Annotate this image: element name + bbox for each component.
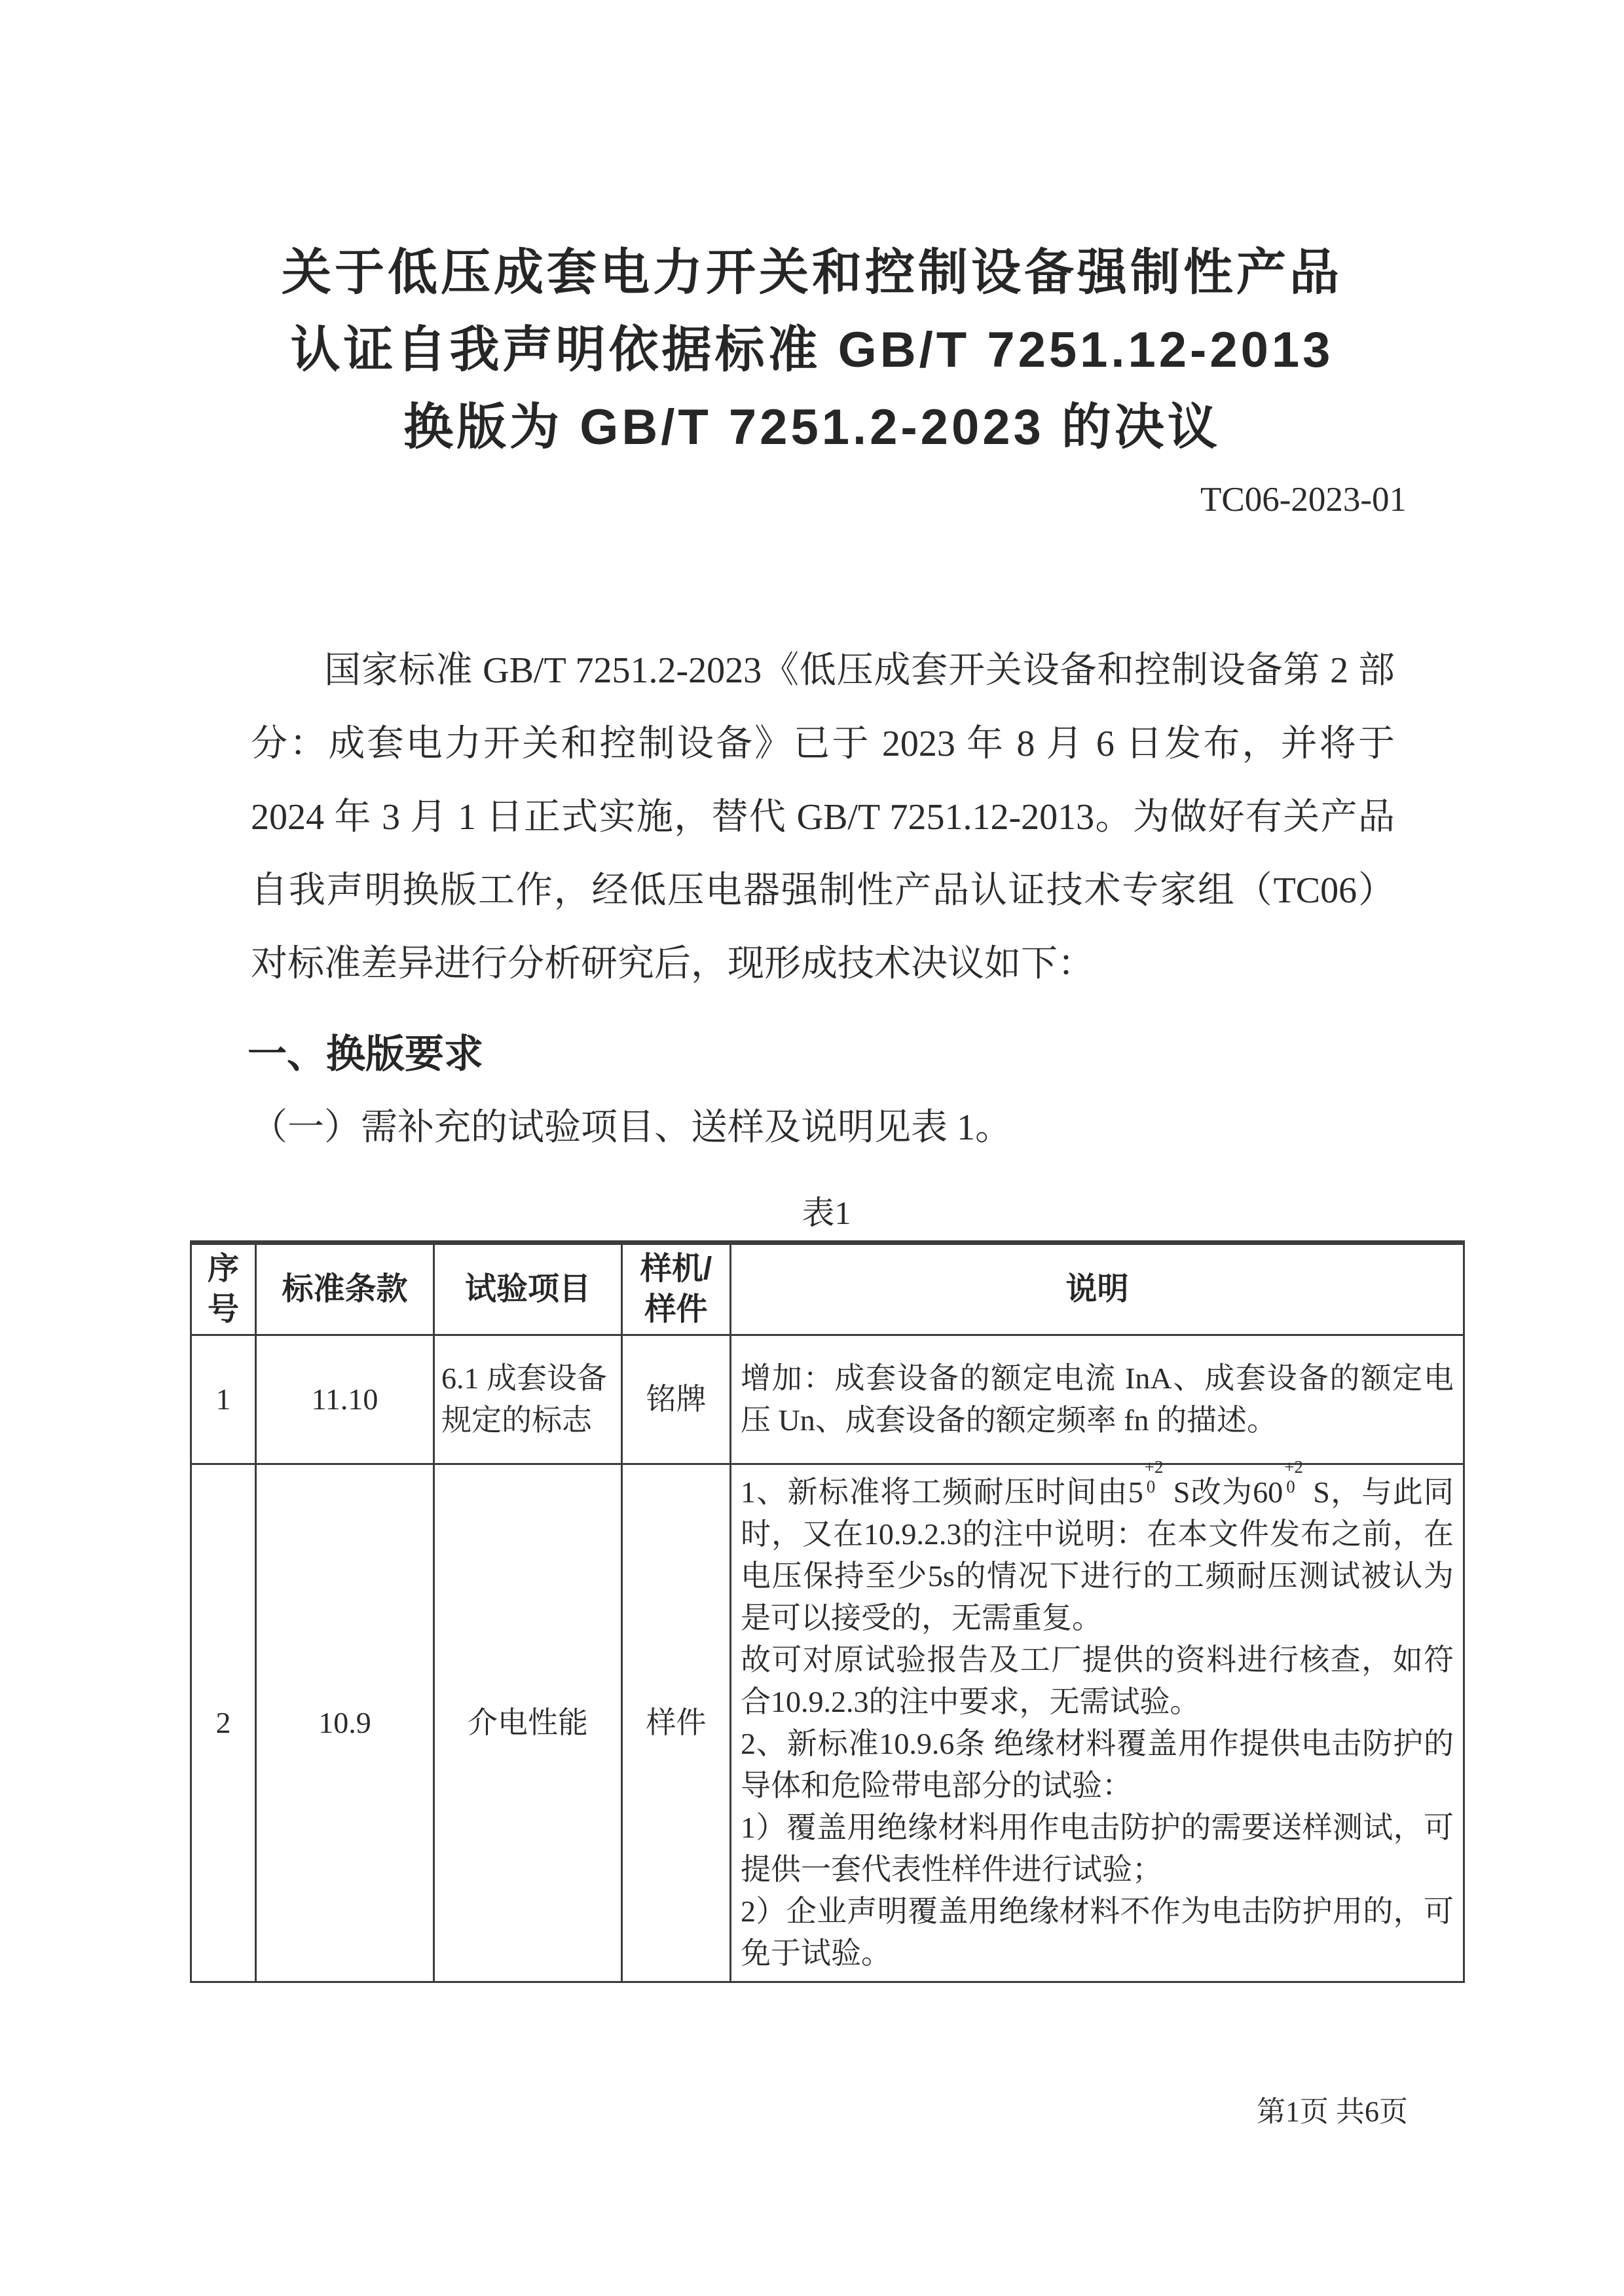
table-header-row — [191, 1243, 1464, 1335]
tolerance-notation — [1283, 1457, 1313, 1502]
desc-text-segment: 1、新标准将工频耐压时间由5 — [741, 1475, 1143, 1509]
cell-row1-no: 1 — [191, 1335, 256, 1464]
cell-row2-test-item: 介电性能 — [434, 1464, 622, 1982]
title-line-1: 关于低压成套电力开关和控制设备强制性产品 — [282, 245, 1342, 301]
table-1 — [190, 1240, 1465, 1983]
cell-row2-clause: 10.9 — [256, 1464, 434, 1982]
table-caption: 表1 — [802, 1194, 851, 1231]
row2-description-paragraph-4: 1）覆盖用绝缘材料用作电击防护的需要送样测试，可提供一套代表性样件进行试验； — [741, 1811, 1454, 1886]
tolerance-notation — [1143, 1457, 1173, 1502]
cell-row1-clause: 11.10 — [256, 1335, 434, 1464]
desc-text-segment: S改为60 — [1173, 1475, 1283, 1509]
tolerance-lower-value: 0 — [1146, 1477, 1156, 1496]
row1-description-text: 增加：成套设备的额定电流 InA、成套设备的额定电压 Un、成套设备的额定频率 fn 的描述。 — [741, 1361, 1454, 1437]
cell-row2-sample: 样件 — [622, 1464, 731, 1982]
desc-text-segment: S，与此同时，又在10.9.2.3的注中说明：在本文件发布之前，在电压保持至少5s的情况下进行的工频耐压测试被认为是可以接受的，无需重复。 — [741, 1475, 1454, 1635]
row2-description-paragraph-2: 故可对原试验报告及工厂提供的资料进行核查，如符合10.9.2.3的注中要求，无需试验。 — [741, 1643, 1454, 1718]
intro-paragraph: 国家标准 GB/T 7251.2-2023《低压成套开关设备和控制设备第 2 部分：成套电力开关和控制设备》已于 2023 年 8 月 6 日发布，并将于 2024 年 3 月 1 日正式实施，替代 GB/T 7251.12-2013。为做好有关产品自我声明换版工作，经低压电器强制性产品认证技术专家组（TC06）对标准差异进行分析研究后，现形成技术决议如下： — [251, 650, 1395, 984]
tolerance-upper-value: +2 — [1144, 1457, 1164, 1477]
table-row-1 — [191, 1335, 1464, 1464]
column-header-no: 序号 — [191, 1243, 256, 1335]
section-item-1: （一）需补充的试验项目、送样及说明见表 1。 — [251, 1107, 1012, 1148]
column-header-description: 说明 — [731, 1243, 1464, 1335]
row2-description-paragraph-5: 2）企业声明覆盖用绝缘材料不作为电击防护用的，可免于试验。 — [741, 1895, 1454, 1970]
page-footer: 第1页 共6页 — [1257, 2096, 1408, 2128]
column-header-sample: 样机/样件 — [622, 1243, 731, 1335]
cell-row1-sample: 铭牌 — [622, 1335, 731, 1464]
cell-row1-test-item: 6.1 成套设备规定的标志 — [434, 1335, 622, 1464]
document-title — [0, 0, 1624, 466]
row2-description-paragraph-1 — [741, 1457, 1454, 1639]
column-header-test-item: 试验项目 — [434, 1243, 622, 1335]
section-heading: 一、换版要求 — [248, 1032, 483, 1076]
tolerance-upper-value: +2 — [1284, 1457, 1303, 1477]
title-line-2: 认证自我声明依据标准 GB/T 7251.12-2013 — [290, 322, 1334, 378]
table-row-2 — [191, 1464, 1464, 1982]
cell-row2-no: 2 — [191, 1464, 256, 1982]
title-line-3: 换版为 GB/T 7251.2-2023 的决议 — [403, 399, 1221, 455]
cell-row2-description — [731, 1457, 1464, 1982]
tolerance-lower-value: 0 — [1286, 1477, 1295, 1496]
document-number: TC06-2023-01 — [1200, 481, 1407, 519]
column-header-clause: 标准条款 — [256, 1243, 434, 1335]
cell-row1-description — [731, 1335, 1464, 1464]
row2-description-paragraph-3: 2、新标准10.9.6条 绝缘材料覆盖用作提供电击防护的导体和危险带电部分的试验： — [741, 1727, 1454, 1802]
